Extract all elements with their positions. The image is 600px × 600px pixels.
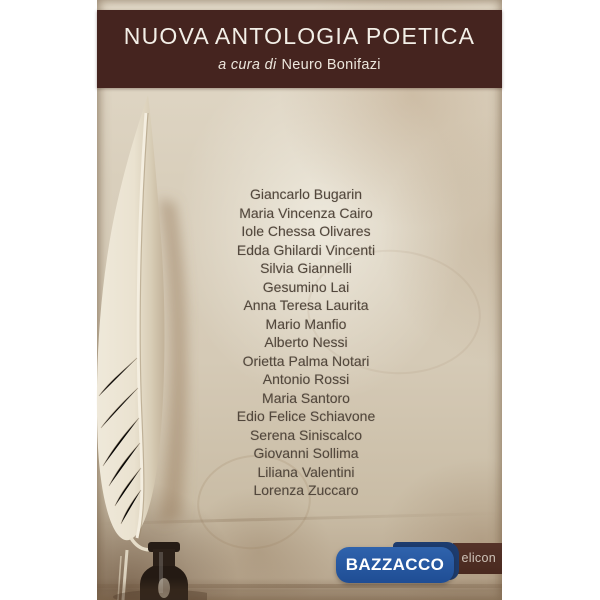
author-name: Mario Manfio <box>265 315 347 332</box>
author-name: Lorenza Zuccaro <box>253 482 359 498</box>
author-name: Silvia Giannelli <box>260 260 352 276</box>
helicon-logo-strip <box>453 543 502 574</box>
author-name: Giancarlo Bugarin <box>249 186 363 202</box>
author-name: Edda Ghilardi Vincenti <box>236 241 376 258</box>
curated-by-prefix: a cura di <box>218 57 277 73</box>
author-name: Maria Vincenza Cairo <box>239 204 373 221</box>
title-banner <box>97 10 502 88</box>
author-name: Liliana Valentini <box>257 463 355 480</box>
book-subtitle <box>97 57 502 73</box>
book-cover <box>97 0 502 600</box>
author-name: Edio Felice Schiavone <box>236 408 376 424</box>
author-name: Alberto Nessi <box>264 334 348 350</box>
author-name: Iole Chessa Olivares <box>241 223 371 239</box>
publisher-name: BAZZACCO <box>345 555 445 574</box>
author-name: Maria Santoro <box>262 389 350 406</box>
author-name: Orietta Palma Notari <box>242 352 370 369</box>
helicon-logo-text: elicon <box>461 551 496 565</box>
author-list <box>97 185 502 500</box>
author-name: Serena Siniscalco <box>249 426 363 443</box>
author-name: Gesumino Lai <box>262 278 350 295</box>
author-name: Antonio Rossi <box>262 371 350 387</box>
curator-name: Neuro Bonifazi <box>281 57 381 73</box>
publisher-badge <box>336 547 454 583</box>
author-name: Giovanni Sollima <box>253 445 359 461</box>
author-name: Anna Teresa Laurita <box>243 297 369 313</box>
book-title: NUOVA ANTOLOGIA POETICA <box>123 23 476 49</box>
